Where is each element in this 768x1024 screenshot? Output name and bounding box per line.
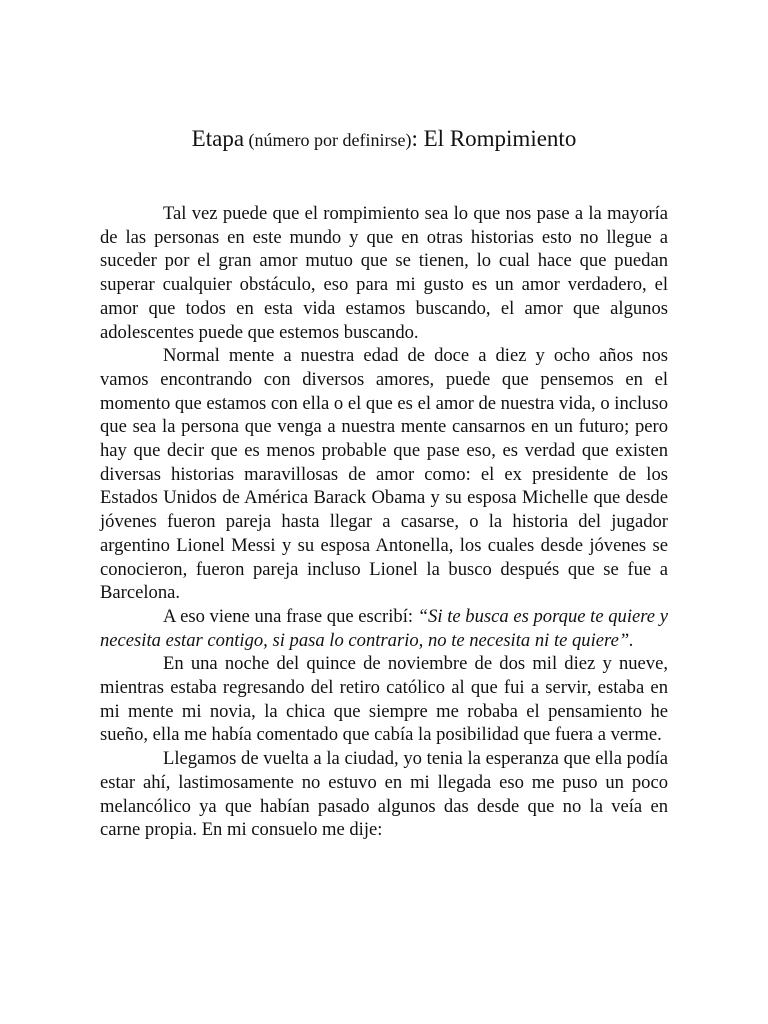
page-title: [0, 124, 768, 155]
document-body: [100, 202, 668, 842]
paragraph-4: En una noche del quince de noviembre de dos mil diez y nueve, mientras estaba regresando del retiro católico al que fui a servir, estaba en mi mente mi novia, la chica que siempre me robaba el pensamiento he sueño, ella me había comentado que cabía la posibilidad que fuera a verme.: [100, 653, 668, 746]
paragraph-3: [100, 605, 668, 652]
title-note: (número por definirse): [244, 130, 412, 150]
title-rest: : El Rompimiento: [411, 126, 577, 151]
paragraph-5: Llegamos de vuelta a la ciudad, yo tenia la esperanza que ella podía estar ahí, lastimosamente no estuvo en mi llegada eso me puso un poco melancólico ya que habían pasado algunos das desde que no la veía en carne propia. En mi consuelo me dije:: [100, 748, 668, 841]
paragraph-2: Normal mente a nuestra edad de doce a diez y ocho años nos vamos encontrando con diversos amores, puede que pensemos en el momento que estamos con ella o el que es el amor de nuestra vida, o incluso que sea la persona que venga a nuestra mente cansarnos en un futuro; pero hay que decir que es menos probable que pase eso, es verdad que existen diversas historias maravillosas de amor como: el ex presidente de los Estados Unidos de América Barack Obama y su esposa Michelle que desde jóvenes fueron pareja hasta llegar a casarse, o la historia del jugador argentino Lionel Messi y su esposa Antonella, los cuales desde jóvenes se conocieron, fueron pareja incluso Lionel la busco después que se fue a Barcelona.: [100, 345, 668, 604]
title-word: Etapa: [191, 126, 245, 151]
paragraph-3-lead: A eso viene una frase que escribí:: [163, 605, 418, 627]
quote-text: “Si te busca es porque te quiere y necesita estar contigo, si pasa lo contrario, no te necesita ni te quiere”.: [100, 605, 668, 651]
paragraph-1: Tal vez puede que el rompimiento sea lo que nos pase a la mayoría de las personas en este mundo y que en otras historias esto no llegue a suceder por el gran amor mutuo que se tienen, lo cual hace que puedan superar cualquier obstáculo, eso para mi gusto es un amor verdadero, el amor que todos en esta vida estamos buscando, el amor que algunos adolescentes puede que estemos buscando.: [100, 203, 668, 343]
